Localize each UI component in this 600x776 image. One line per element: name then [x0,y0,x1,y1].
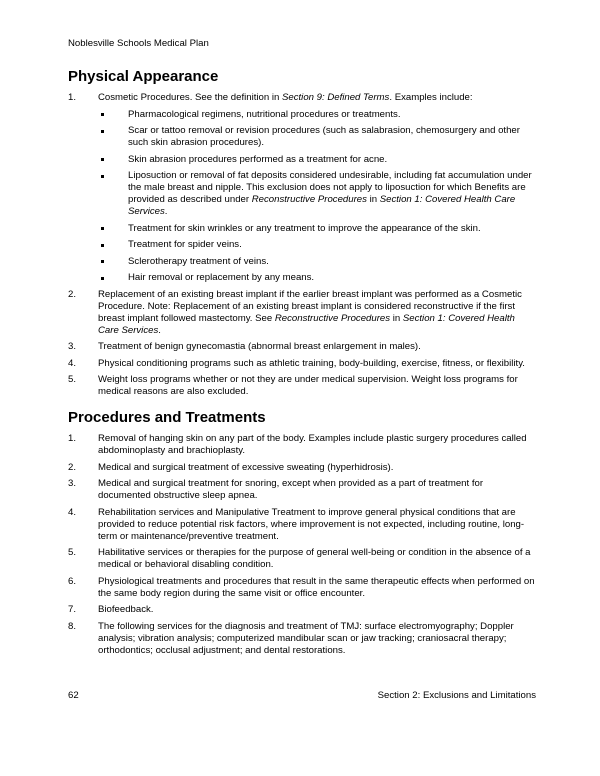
page-number: 62 [68,690,79,701]
text-segment: in [366,194,380,205]
list-item-text [98,433,536,457]
list-item-number: 7. [68,604,77,615]
text-segment: Pharmacological regimens, nutritional procedures or treatments. [128,108,401,120]
text-segment: Removal of hanging skin on any part of the body. Examples include plastic surgery procedures called abdominoplasty and brachioplasty. [98,433,527,456]
document-content [68,68,536,657]
list-item-number: 8. [68,620,77,632]
document-header-title: Noblesville Schools Medical Plan [68,38,209,49]
numbered-list-item [68,621,536,657]
list-item-body [98,462,536,474]
text-segment: Skin abrasion procedures performed as a treatment for acne. [128,153,388,165]
text-segment: Biofeedback. [98,604,154,615]
list-item-body [98,621,536,657]
bullet-item-text [128,256,269,268]
list-item-body [98,547,536,571]
text-segment: . [158,324,161,336]
bullet-list-item [98,239,536,251]
bullet-item-text [128,239,242,251]
list-item-body [98,358,536,370]
numbered-list-item [68,576,536,600]
text-segment: Physiological treatments and procedures that result in the same therapeutic effects when performed on the same body region during the same visit or office encounter. [98,575,535,599]
bullet-item-text [128,223,481,235]
text-segment: Hair removal or replacement by any means. [128,272,315,283]
square-bullet-icon [101,277,104,280]
document-footer [68,690,536,702]
section-title: Procedures and Treatments [68,409,266,426]
text-segment: Cosmetic Procedures. See the definition in [98,92,282,103]
list-item-number: 2. [68,461,77,473]
text-segment: Habilitative services or therapies for the purpose of general well-being or condition in the absence of a medical or behavioral disabling condition. [98,547,531,570]
numbered-list-item [68,358,536,370]
bullet-list-item [98,256,536,268]
text-segment: Medical and surgical treatment of excessive sweating (hyperhidrosis). [98,461,394,473]
list-item-number: 5. [68,547,77,558]
text-segment: Rehabilitation services and Manipulative Treatment to improve general physical conditions that are provided to reduce potential risk factors, where improvement is not expected, including routine, long-term or maintenance/preventive treatment. [98,506,525,542]
text-segment: The following services for the diagnosis and treatment of TMJ: surface electromyography; Doppler analysis; vibration analysis; computerized mandibular scan or jaw tracking; craniosacral therapy; orthodontics; occlusal adjustment; and dental restorations. [98,620,514,656]
list-item-body [98,92,536,284]
list-item-body [98,478,536,502]
bullet-item-text [128,170,536,218]
square-bullet-icon [101,260,104,263]
numbered-list-item [68,507,536,543]
list-item-text [98,92,536,104]
list-item-number: 1. [68,92,77,103]
list-item-number: 4. [68,357,77,369]
text-segment: . [164,206,168,217]
list-item-body [98,374,536,398]
numbered-list-item [68,374,536,398]
text-segment: Scar or tattoo removal or revision procedures (such as salabrasion, chemosurgery and other such skin abrasion procedures). [128,125,520,148]
list-item-number: 5. [68,374,77,385]
list-item-text [98,478,536,502]
text-segment: Weight loss programs whether or not they are under medical supervision. Weight loss programs for medical reasons are also excluded. [98,374,518,397]
square-bullet-icon [101,227,104,230]
list-item-text [98,374,536,398]
text-segment: Treatment for skin wrinkles or any treatment to improve the appearance of the skin. [128,222,481,234]
list-item-number: 4. [68,506,77,518]
text-segment: Replacement of an existing breast implant if the earlier breast implant was performed as a Cosmetic Procedure. Note: Replacement of an existing breast implant is considered reconstructive if the first breast implant followed mastectomy. See [98,288,522,324]
numbered-list-item [68,547,536,571]
text-segment: Sclerotherapy treatment of veins. [128,255,269,267]
list-item-text [98,576,536,600]
bullet-item-text [128,154,387,166]
square-bullet-icon [101,113,104,116]
numbered-list-item [68,433,536,457]
bullet-list-item [98,170,536,218]
text-segment: Physical conditioning programs such as athletic training, body-building, exercise, fitness, or flexibility. [98,357,525,369]
italic-text-segment: Reconstructive Procedures [251,194,367,205]
square-bullet-icon [101,244,104,247]
list-item-body [98,507,536,543]
list-item-text [98,289,536,337]
italic-text-segment: Section 1: Covered Health Care Services [98,312,515,336]
bullet-list-item [98,272,536,284]
footer-section-label: Section 2: Exclusions and Limitations [377,690,536,701]
list-item-number: 3. [68,478,77,489]
text-segment: Liposuction or removal of fat deposits considered undesirable, including fat accumulation under the male breast and nipple. This exclusion does not apply to liposuction for which Benefits are provided as described under [128,170,532,205]
square-bullet-icon [101,158,104,161]
numbered-list-item [68,341,536,353]
list-item-text [98,621,536,657]
list-item-text [98,507,536,543]
square-bullet-icon [101,130,104,133]
numbered-list-item [68,478,536,502]
list-item-body [98,576,536,600]
numbered-list-item [68,462,536,474]
square-bullet-icon [101,175,104,178]
list-item-body [98,341,536,353]
italic-text-segment: Reconstructive Procedures [274,312,391,324]
bullet-list-item [98,125,536,149]
text-segment: Treatment of benign gynecomastia (abnormal breast enlargement in males). [98,341,421,352]
bullet-list-item [98,154,536,166]
list-item-text [98,604,536,616]
list-item-number: 3. [68,341,77,352]
list-item-number: 2. [68,288,77,300]
list-item-number: 1. [68,433,77,444]
text-segment: Medical and surgical treatment for snoring, except when provided as a part of treatment for documented obstructive sleep apnea. [98,478,484,501]
bullet-item-text [128,109,401,121]
text-segment: . Examples include: [389,92,473,103]
list-item-body [98,289,536,337]
list-item-text [98,358,536,370]
list-item-text [98,462,536,474]
numbered-list-item [68,92,536,284]
text-segment: Treatment for spider veins. [128,239,242,250]
numbered-list-item [68,289,536,337]
text-segment: in [390,312,403,324]
list-item-text [98,547,536,571]
bullet-item-text [128,125,536,149]
bullet-list-item [98,223,536,235]
list-item-number: 6. [68,575,77,587]
numbered-list-item [68,604,536,616]
list-item-body [98,433,536,457]
italic-text-segment: Section 1: Covered Health Care Services [128,194,516,217]
italic-text-segment: Section 9: Defined Terms [281,92,390,103]
list-item-body [98,604,536,616]
section-title: Physical Appearance [68,68,219,85]
bullet-list-item [98,109,536,121]
bullet-item-text [128,272,314,284]
list-item-text [98,341,536,353]
